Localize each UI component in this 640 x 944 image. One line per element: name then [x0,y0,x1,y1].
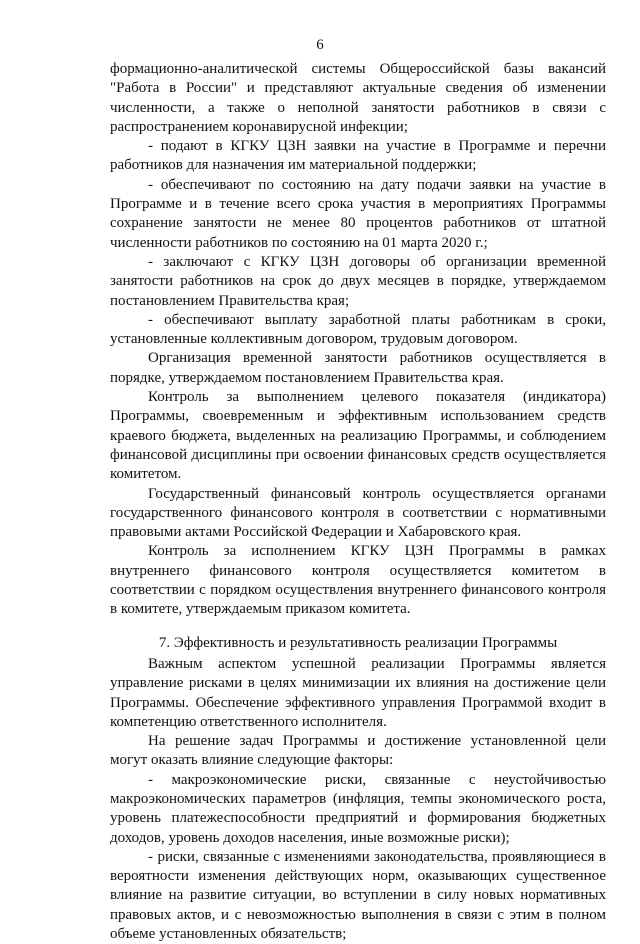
paragraph: На решение задач Программы и достижение установленной цели могут оказать влияние следующие факторы: [110,733,606,769]
paragraph: Важным аспектом успешной реализации Программы является управление рисками в целях минимизации их влияния на достижение цели Программы. Обеспечение эффективного управления Программой входит в компетенцию ответственного исполнителя. [110,655,606,730]
paragraph: Государственный финансовый контроль осуществляется органами государственного финансового контроля в соответствии с нормативными правовыми актами Российской Федерации и Хабаровского края. [110,485,606,541]
bullet-paragraph: - заключают с КГКУ ЦЗН договоры об организации временной занятости работников на срок до двух месяцев в порядке, утверждаемом постановлением Правительства края; [110,253,606,309]
section-heading: 7. Эффективность и результативность реализации Программы [158,634,558,651]
paragraph: Организация временной занятости работников осуществляется в порядке, утверждаемом постановлением Правительства края. [110,350,606,386]
bullet-paragraph: - риски, связанные с изменениями законодательства, проявляющиеся в вероятности изменения действующих норм, оказывающих существенное влияние на развитие ситуации, во вступлении в силу новых нормативных правовых актов, и с невозможностью выполнения в связи с этим в полном объеме установленных обязательств; [110,848,606,943]
paragraph: формационно-аналитической системы Общероссийской базы вакансий "Работа в России" и представляют актуальные сведения об изменении численности, а также о неполной занятости работников в связи с распространением коронавирусной инфекции; [110,61,606,135]
bullet-paragraph: - подают в КГКУ ЦЗН заявки на участие в Программе и перечни работников для назначения им материальной поддержки; [110,138,606,174]
page-number: 6 [316,37,324,53]
bullet-paragraph: - обеспечивают выплату заработной платы работникам в сроки, установленные коллективным договором, трудовым договором. [110,311,606,348]
bullet-paragraph: - обеспечивают по состоянию на дату подачи заявки на участие в Программе и в течение всего срока участия в мероприятиях Программы сохранение занятости не менее 80 процентов работников от штатной численности работников по состоянию на 01 марта 2020 г.; [110,176,606,251]
bullet-paragraph: - макроэкономические риски, связанные с неустойчивостью макроэкономических параметров (инфляция, темпы экономического роста, уровень платежеспособности предприятий и формирования бюджетных доходов, уровень доходов населения, иные возможные риски); [110,771,606,846]
document-body [110,60,606,944]
paragraph: Контроль за исполнением КГКУ ЦЗН Программы в рамках внутреннего финансового контроля осуществляется комитетом в соответствии с порядком осуществления внутреннего финансового контроля в комитете, утверждаемым приказом комитета. [110,543,606,618]
paragraph: Контроль за выполнением целевого показателя (индикатора) Программы, своевременным и эффективным использованием средств краевого бюджета, выделенных на реализацию Программы, и соблюдением финансовой дисциплины при освоении финансовых средств осуществляется комитетом. [110,389,606,483]
